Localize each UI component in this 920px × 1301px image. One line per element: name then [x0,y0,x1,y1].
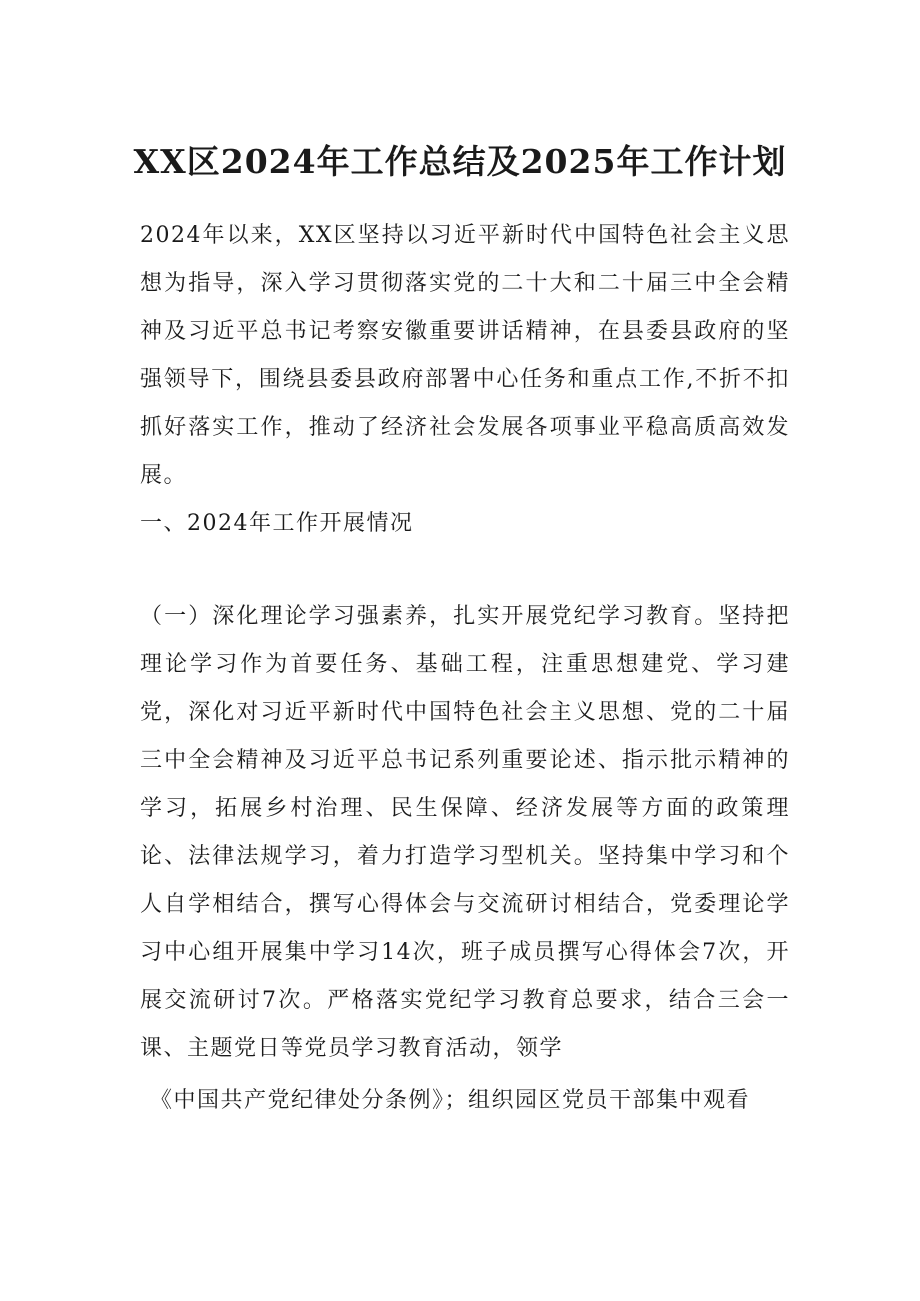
section-paragraph: （一）深化理论学习强素养，扎实开展党纪学习教育。坚持把理论学习作为首要任务、基础工程，注重思想建党、学习建党，深化对习近平新时代中国特色社会主义思想、党的二十届三中全会精神及习近平总书记系列重要论述、指示批示精神的学习，拓展乡村治理、民生保障、经济发展等方面的政策理论、法律法规学习，着力打造学习型机关。坚持集中学习和个人自学相结合，撰写心得体会与交流研讨相结合，党委理论学习中心组开展集中学习14次，班子成员撰写心得体会7次，开展交流研讨7次。严格落实党纪学习教育总要求，结合三会一课、主题党日等党员学习教育活动，领学 [140,604,790,1061]
document-title: XX区2024年工作总结及2025年工作计划 [133,142,787,181]
section-paragraph-continuation: 《中国共产党纪律处分条例》；组织园区党员干部集中观看 [150,1088,751,1113]
intro-paragraph: 2024年以来，XX区坚持以习近平新时代中国特色社会主义思想为指导，深入学习贯彻落实党的二十大和二十届三中全会精神及习近平总书记考察安徽重要讲话精神，在县委县政府的坚强领导下，围绕县委县政府部署中心任务和重点工作,不折不扣抓好落实工作，推动了经济社会发展各项事业平稳高质高效发展。 [140,223,790,488]
section-heading: 一、2024年工作开展情况 [140,511,414,536]
